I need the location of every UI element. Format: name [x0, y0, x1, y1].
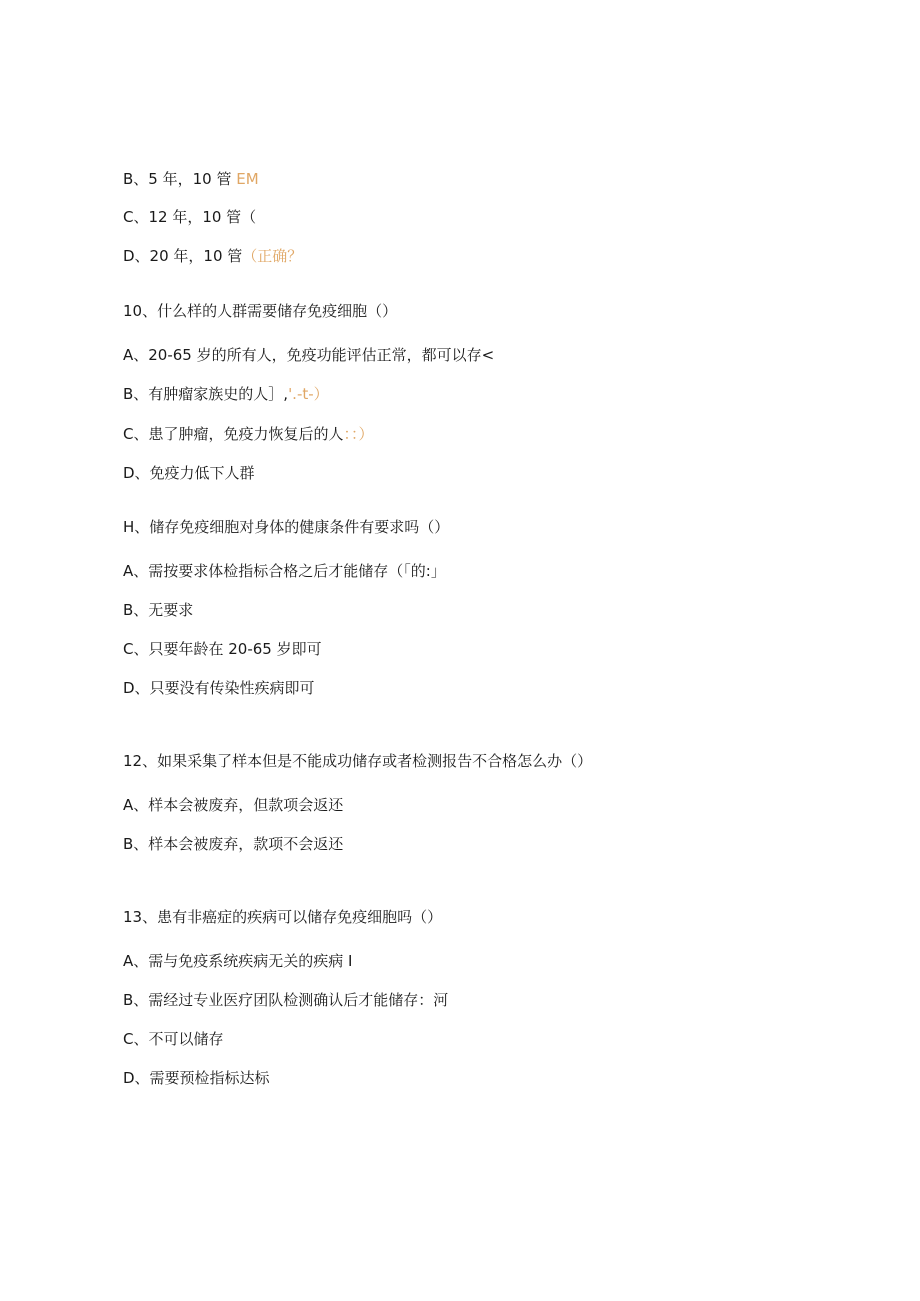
option-text: C、患了肿瘤，免疫力恢复后的人	[123, 425, 344, 443]
option-text: C、不可以储存	[123, 1030, 224, 1048]
q9-option-b	[123, 169, 259, 189]
handwritten-mark: '.-t-）	[288, 385, 329, 403]
option-text: A、需按要求体检指标合格之后才能储存（「的:」	[123, 562, 446, 580]
q13-question: 13、患有非癌症的疾病可以储存免疫细胞吗（）	[123, 908, 443, 926]
q10-option-a	[123, 345, 494, 365]
q11-option-c	[123, 639, 322, 659]
handwritten-mark: EM	[236, 170, 259, 188]
option-text: D、免疫力低下人群	[123, 464, 255, 482]
option-text: A、20-65 岁的所有人，免疫功能评估正常，都可以存<	[123, 346, 495, 364]
option-text: B、5 年，10 管	[123, 170, 237, 188]
q11-option-a	[123, 561, 446, 581]
option-text: C、12 年，10 管（	[123, 208, 257, 226]
q13-option-b	[123, 990, 448, 1010]
q10-option-b	[123, 384, 329, 404]
option-text: D、20 年，10 管	[123, 247, 243, 265]
option-text: D、需要预检指标达标	[123, 1069, 270, 1087]
q10-question: 10、什么样的人群需要储存免疫细胞（）	[123, 302, 398, 320]
option-text: D、只要没有传染性疾病即可	[123, 679, 315, 697]
option-text: B、有肿瘤家族史的人］,	[123, 385, 289, 403]
option-text: A、样本会被废弃，但款项会返还	[123, 796, 344, 814]
handwritten-mark: （正确？	[242, 247, 303, 265]
q9-option-c	[123, 207, 256, 227]
q11-option-d	[123, 678, 315, 698]
handwritten-mark: ：：）	[343, 425, 374, 443]
option-text: B、需经过专业医疗团队检测确认后才能储存：河	[123, 991, 449, 1009]
q12-question: 12、如果采集了样本但是不能成功储存或者检测报告不合格怎么办（）	[123, 752, 593, 770]
option-text: A、需与免疫系统疾病无关的疾病 I	[123, 952, 353, 970]
option-text: B、无要求	[123, 601, 194, 619]
q12-option-b	[123, 834, 343, 854]
q12-option-a	[123, 795, 343, 815]
q13-option-d	[123, 1068, 270, 1088]
q13-option-a	[123, 951, 352, 971]
q10-option-d	[123, 463, 255, 483]
q13-option-c	[123, 1029, 223, 1049]
q10-option-c	[123, 424, 374, 444]
q11-option-b	[123, 600, 193, 620]
q11-question: H、储存免疫细胞对身体的健康条件有要求吗（）	[123, 518, 450, 536]
option-text: C、只要年龄在 20-65 岁即可	[123, 640, 322, 658]
option-text: B、样本会被废弃，款项不会返还	[123, 835, 344, 853]
q9-option-d	[123, 246, 302, 266]
